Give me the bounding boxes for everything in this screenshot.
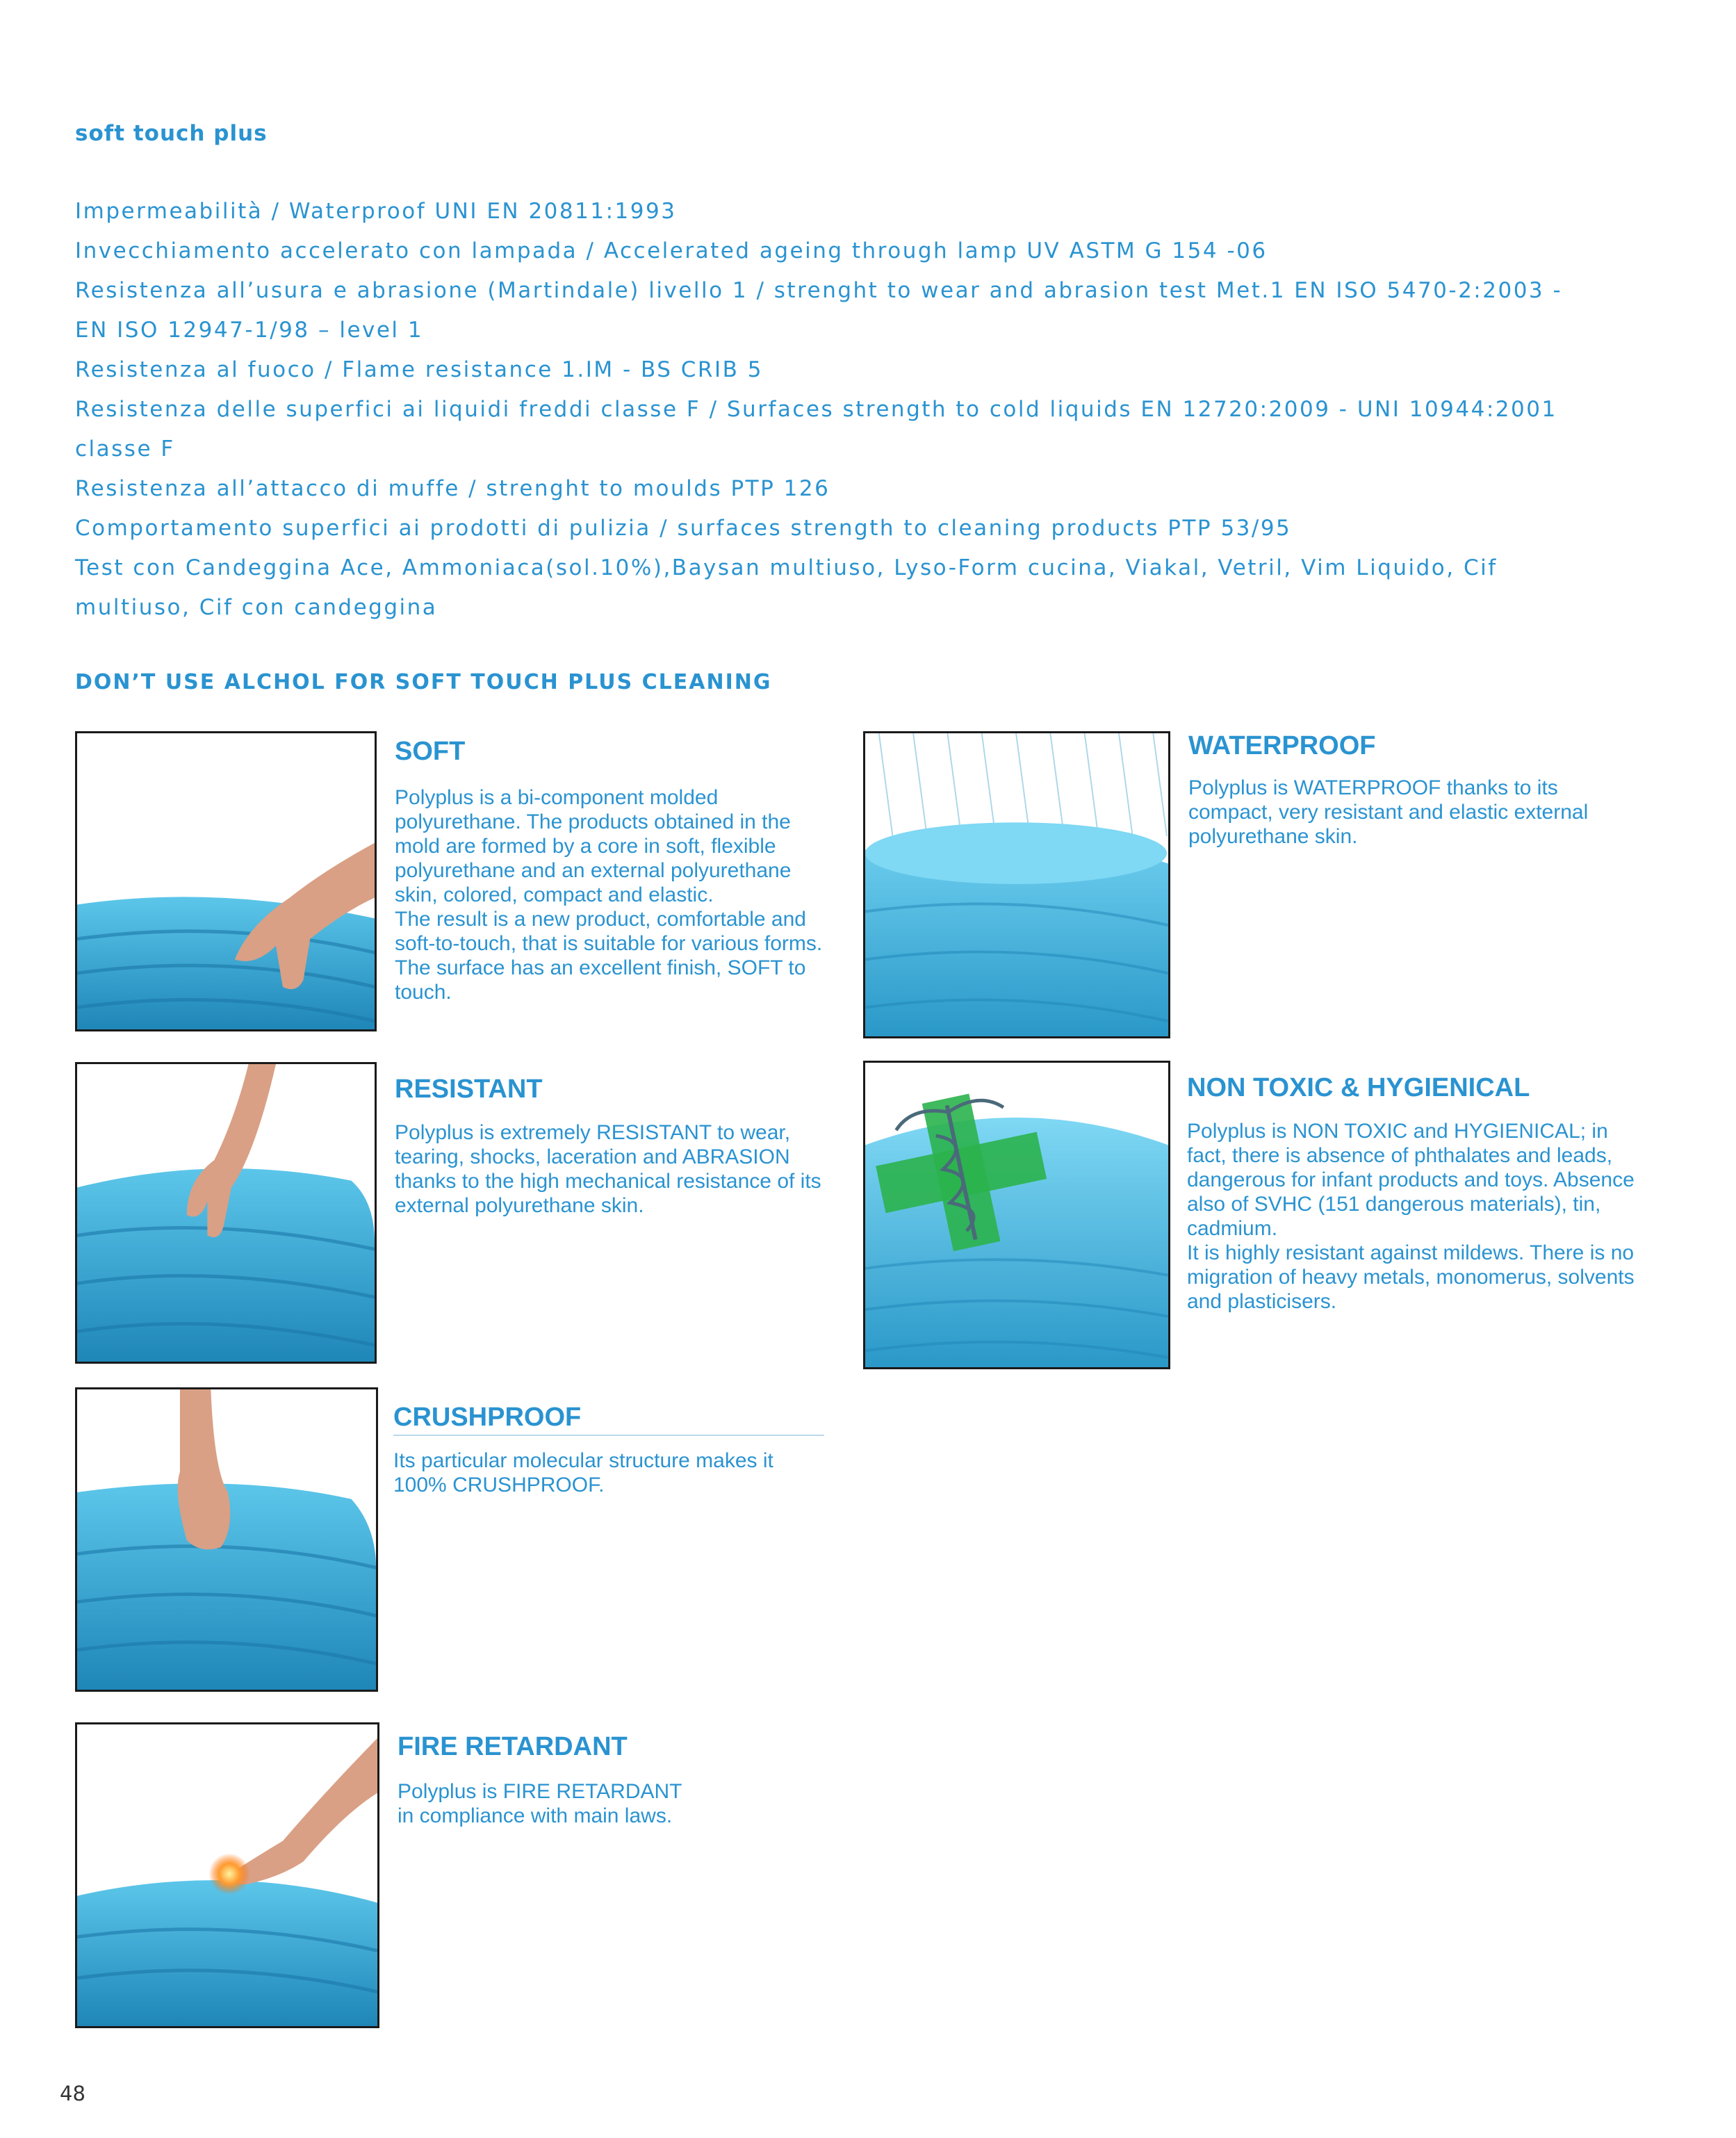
spec-line: Test con Candeggina Ace, Ammoniaca(sol.10%),Baysan multiuso, Lyso-Form cucina, Viakal, Vetril, Vim Liquido, Cif	[75, 555, 1498, 580]
crushproof-body: Its particular molecular structure makes it 100% CRUSHPROOF.	[393, 1449, 773, 1496]
spec-line: Impermeabilità / Waterproof UNI EN 20811:1993	[75, 199, 677, 224]
fire-title: FIRE RETARDANT	[398, 1732, 628, 1761]
resistant-photo	[75, 1062, 377, 1364]
crushproof-title: CRUSHPROOF	[393, 1403, 582, 1432]
resistant-body: Polyplus is extremely RESISTANT to wear, tearing, shocks, laceration and ABRASION thanks to the high mechanical resistance of its external polyurethane skin.	[395, 1121, 821, 1217]
spec-line: Resistenza all’usura e abrasione (Martindale) livello 1 / strenght to wear and abrasion test Met.1 EN ISO 5470-2:2003 -	[75, 278, 1563, 303]
page-number: 48	[60, 2082, 85, 2105]
spec-line: classe F	[75, 436, 175, 462]
fire-body: Polyplus is FIRE RETARDANT in compliance with main laws.	[398, 1780, 682, 1827]
nontoxic-title: NON TOXIC & HYGIENICAL	[1187, 1073, 1530, 1102]
spec-line: Resistenza al fuoco / Flame resistance 1.IM - BS CRIB 5	[75, 357, 763, 382]
nontoxic-photo	[863, 1061, 1170, 1369]
document-title: soft touch plus	[75, 121, 268, 146]
cleaning-warning: DON’T USE ALCHOL FOR SOFT TOUCH PLUS CLEANING	[75, 670, 772, 694]
spec-line: Invecchiamento accelerato con lampada / Accelerated ageing through lamp UV ASTM G 154 -06	[75, 238, 1268, 263]
waterproof-body: Polyplus is WATERPROOF thanks to its compact, very resistant and elastic external polyurethane skin.	[1188, 776, 1589, 848]
spec-line: EN ISO 12947-1/98 – level 1	[75, 318, 424, 343]
spec-line: Resistenza all’attacco di muffe / strenght to moulds PTP 126	[75, 476, 830, 501]
waterproof-title: WATERPROOF	[1188, 731, 1376, 760]
spec-line: multiuso, Cif con candeggina	[75, 595, 438, 620]
spec-list	[75, 192, 1646, 628]
crushproof-divider	[393, 1435, 824, 1436]
fire-photo	[75, 1722, 379, 2028]
waterproof-photo	[863, 731, 1170, 1038]
spec-line: Resistenza delle superfici ai liquidi freddi classe F / Surfaces strength to cold liquids EN 12720:2009 - UNI 10944:2001	[75, 397, 1557, 422]
soft-body: Polyplus is a bi-component molded polyurethane. The products obtained in the mold are formed by a core in soft, flexible polyurethane and an external polyurethane skin, colored, compact and elastic. The result is a new product, comfortable and soft-to-touch, that is suitable for various forms. The surface has an excellent finish, SOFT to touch.	[395, 786, 823, 1004]
crushproof-photo	[75, 1387, 378, 1692]
resistant-title: RESISTANT	[395, 1075, 543, 1104]
spec-line: Comportamento superfici ai prodotti di pulizia / surfaces strength to cleaning products PTP 53/95	[75, 516, 1292, 541]
soft-title: SOFT	[395, 737, 466, 766]
nontoxic-body: Polyplus is NON TOXIC and HYGIENICAL; in fact, there is absence of phthalates and leads, dangerous for infant products and toys. Absence also of SVHC (151 dangerous materials), tin, cadmium. It is highly resistant against mildews. There is no migration of heavy metals, monomerus, solvents and plasticisers.	[1187, 1120, 1635, 1313]
soft-photo	[75, 731, 377, 1031]
